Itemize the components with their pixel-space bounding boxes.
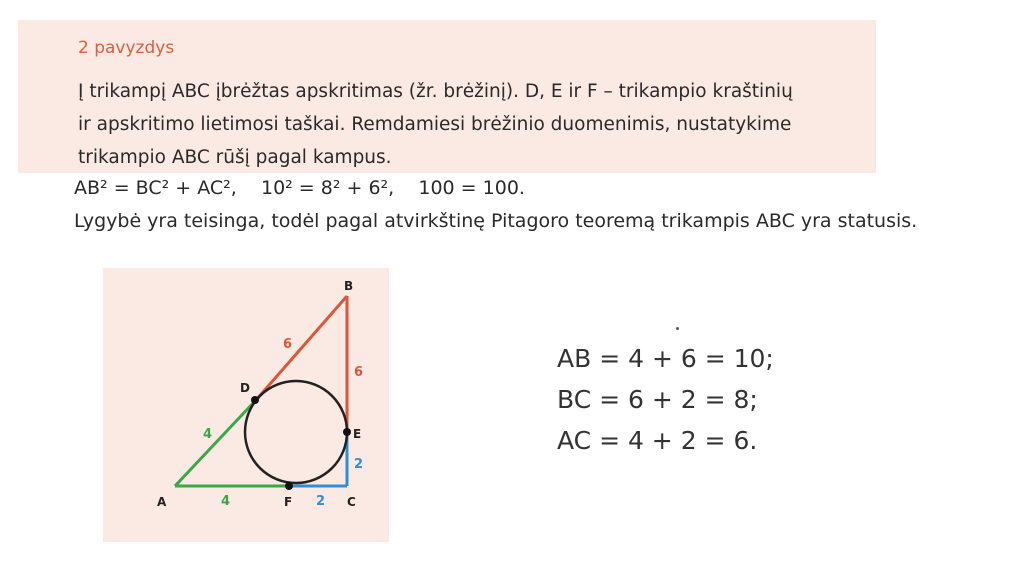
point-label-f: F [284, 495, 293, 509]
side-db [256, 296, 347, 400]
side-ad [175, 400, 256, 486]
segment-label-fc: 2 [316, 494, 326, 509]
segment-label-bd: 6 [283, 337, 293, 352]
point-label-d: D [240, 381, 250, 395]
side-length-equations [557, 338, 774, 461]
triangle-diagram [103, 268, 389, 542]
triangle-figure [103, 268, 389, 542]
tangent-point-f [285, 482, 293, 490]
equation-bc: BC = 6 + 2 = 8; [557, 385, 758, 414]
example-title: 2 pavyzdys [78, 38, 175, 58]
segment-label-ad: 4 [203, 427, 213, 442]
segment-label-be: 6 [354, 365, 364, 380]
segment-label-ec: 2 [354, 457, 364, 472]
vertex-label-a: A [157, 495, 167, 509]
equation-ac: AC = 4 + 2 = 6. [557, 426, 758, 455]
pythagoras-equation: AB² = BC² + AC², 10² = 8² + 6², 100 = 100. [74, 177, 525, 199]
inscribed-circle [245, 381, 347, 483]
stray-dot [676, 327, 679, 330]
problem-text [78, 75, 878, 174]
vertex-label-c: C [347, 495, 356, 509]
tangent-point-d [251, 396, 259, 404]
problem-line: Į trikampį ABC įbrėžtas apskritimas (žr. brėžinį). D, E ir F – trikampio kraštinių [78, 81, 793, 102]
tangent-point-e [343, 428, 351, 436]
solution-conclusion: Lygybė yra teisinga, todėl pagal atvirkštinę Pitagoro teoremą trikampis ABC yra statusis. [74, 210, 918, 232]
vertex-label-b: B [344, 279, 354, 293]
problem-line: ir apskritimo lietimosi taškai. Remdamiesi brėžinio duomenimis, nustatykime [78, 114, 792, 135]
equation-ab: AB = 4 + 6 = 10; [557, 344, 774, 373]
point-label-e: E [353, 427, 362, 441]
problem-line: trikampio ABC rūšį pagal kampus. [78, 147, 392, 168]
segment-label-af: 4 [221, 494, 231, 509]
